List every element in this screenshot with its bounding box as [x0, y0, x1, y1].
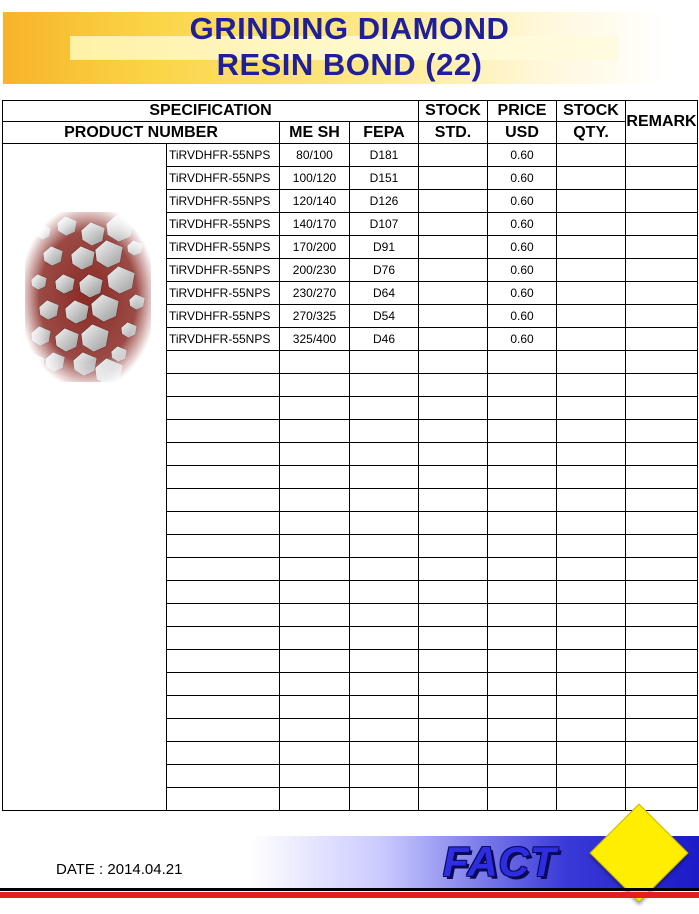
footer-rule-black: [0, 888, 699, 891]
cell-mesh: [280, 581, 350, 604]
cell-mesh: [280, 765, 350, 788]
cell-std: [419, 604, 488, 627]
cell-price: 0.60: [488, 305, 557, 328]
cell-product: [167, 742, 280, 765]
cell-mesh: [280, 742, 350, 765]
cell-price: [488, 512, 557, 535]
cell-price: 0.60: [488, 167, 557, 190]
header-mesh: ME SH: [280, 122, 350, 144]
cell-qty: [557, 535, 626, 558]
cell-remark: [626, 604, 698, 627]
cell-std: [419, 535, 488, 558]
cell-remark: [626, 558, 698, 581]
cell-fepa: [350, 351, 419, 374]
cell-fepa: [350, 512, 419, 535]
cell-product: TiRVDHFR-55NPS: [167, 190, 280, 213]
cell-product: [167, 696, 280, 719]
cell-mesh: 325/400: [280, 328, 350, 351]
cell-mesh: [280, 420, 350, 443]
cell-price: [488, 765, 557, 788]
cell-std: [419, 719, 488, 742]
cell-remark: [626, 420, 698, 443]
cell-qty: [557, 719, 626, 742]
cell-product: [167, 374, 280, 397]
cell-mesh: [280, 696, 350, 719]
cell-price: 0.60: [488, 144, 557, 167]
cell-product: [167, 397, 280, 420]
cell-product: TiRVDHFR-55NPS: [167, 305, 280, 328]
cell-std: [419, 489, 488, 512]
cell-remark: [626, 512, 698, 535]
header-remark: REMARK: [626, 101, 698, 144]
cell-std: [419, 788, 488, 811]
footer-rule-red: [0, 892, 699, 898]
cell-fepa: D64: [350, 282, 419, 305]
cell-remark: [626, 374, 698, 397]
cell-qty: [557, 305, 626, 328]
cell-fepa: [350, 673, 419, 696]
cell-mesh: [280, 719, 350, 742]
cell-remark: [626, 351, 698, 374]
cell-price: [488, 581, 557, 604]
cell-mesh: [280, 535, 350, 558]
cell-qty: [557, 167, 626, 190]
cell-std: [419, 144, 488, 167]
cell-mesh: 200/230: [280, 259, 350, 282]
cell-fepa: [350, 650, 419, 673]
cell-product: [167, 581, 280, 604]
cell-qty: [557, 581, 626, 604]
cell-std: [419, 627, 488, 650]
cell-product: [167, 351, 280, 374]
cell-qty: [557, 466, 626, 489]
cell-remark: [626, 282, 698, 305]
cell-qty: [557, 489, 626, 512]
cell-mesh: 140/170: [280, 213, 350, 236]
cell-qty: [557, 190, 626, 213]
cell-mesh: [280, 788, 350, 811]
cell-product: [167, 765, 280, 788]
cell-product: [167, 650, 280, 673]
specification-table: [2, 100, 698, 811]
cell-qty: [557, 443, 626, 466]
cell-remark: [626, 167, 698, 190]
cell-fepa: D46: [350, 328, 419, 351]
date-label: DATE : 2014.04.21: [56, 861, 183, 878]
cell-fepa: [350, 535, 419, 558]
header-price-top: PRICE: [488, 101, 557, 122]
cell-qty: [557, 144, 626, 167]
cell-std: [419, 650, 488, 673]
cell-fepa: [350, 420, 419, 443]
cell-fepa: [350, 489, 419, 512]
cell-fepa: [350, 742, 419, 765]
cell-fepa: [350, 397, 419, 420]
cell-fepa: D151: [350, 167, 419, 190]
cell-price: [488, 489, 557, 512]
cell-remark: [626, 581, 698, 604]
cell-price: [488, 696, 557, 719]
cell-fepa: D126: [350, 190, 419, 213]
cell-price: [488, 742, 557, 765]
cell-product: [167, 788, 280, 811]
cell-mesh: 230/270: [280, 282, 350, 305]
cell-price: [488, 627, 557, 650]
cell-product: [167, 420, 280, 443]
cell-product: TiRVDHFR-55NPS: [167, 282, 280, 305]
cell-fepa: [350, 443, 419, 466]
cell-std: [419, 397, 488, 420]
cell-qty: [557, 236, 626, 259]
cell-price: [488, 788, 557, 811]
cell-fepa: [350, 627, 419, 650]
cell-fepa: [350, 558, 419, 581]
cell-fepa: [350, 581, 419, 604]
table-row: [3, 144, 698, 167]
header-stock-qty-top: STOCK: [557, 101, 626, 122]
cell-std: [419, 512, 488, 535]
cell-qty: [557, 328, 626, 351]
cell-std: [419, 282, 488, 305]
cell-qty: [557, 604, 626, 627]
cell-std: [419, 167, 488, 190]
cell-remark: [626, 650, 698, 673]
cell-price: [488, 466, 557, 489]
cell-qty: [557, 627, 626, 650]
cell-price: [488, 397, 557, 420]
cell-fepa: [350, 788, 419, 811]
table-body: [3, 144, 698, 811]
cell-qty: [557, 213, 626, 236]
cell-remark: [626, 144, 698, 167]
cell-price: 0.60: [488, 328, 557, 351]
cell-price: [488, 719, 557, 742]
cell-fepa: [350, 374, 419, 397]
page-title-line2: RESIN BOND (22): [216, 47, 483, 82]
cell-mesh: [280, 650, 350, 673]
cell-price: [488, 443, 557, 466]
cell-fepa: D76: [350, 259, 419, 282]
cell-qty: [557, 788, 626, 811]
cell-mesh: [280, 351, 350, 374]
cell-remark: [626, 696, 698, 719]
cell-std: [419, 581, 488, 604]
cell-product: TiRVDHFR-55NPS: [167, 328, 280, 351]
cell-remark: [626, 328, 698, 351]
cell-mesh: 100/120: [280, 167, 350, 190]
cell-fepa: [350, 466, 419, 489]
cell-remark: [626, 236, 698, 259]
cell-fepa: D107: [350, 213, 419, 236]
cell-product: [167, 673, 280, 696]
cell-product: [167, 558, 280, 581]
cell-std: [419, 466, 488, 489]
cell-std: [419, 420, 488, 443]
cell-price: 0.60: [488, 282, 557, 305]
cell-qty: [557, 282, 626, 305]
cell-std: [419, 305, 488, 328]
cell-remark: [626, 213, 698, 236]
cell-product: TiRVDHFR-55NPS: [167, 167, 280, 190]
cell-fepa: [350, 765, 419, 788]
cell-mesh: [280, 673, 350, 696]
cell-mesh: [280, 489, 350, 512]
cell-price: 0.60: [488, 190, 557, 213]
cell-mesh: 270/325: [280, 305, 350, 328]
cell-fepa: D181: [350, 144, 419, 167]
cell-qty: [557, 420, 626, 443]
cell-qty: [557, 765, 626, 788]
cell-std: [419, 558, 488, 581]
cell-product: [167, 627, 280, 650]
cell-mesh: [280, 443, 350, 466]
cell-remark: [626, 673, 698, 696]
cell-qty: [557, 673, 626, 696]
cell-remark: [626, 305, 698, 328]
cell-std: [419, 328, 488, 351]
cell-product: TiRVDHFR-55NPS: [167, 144, 280, 167]
cell-price: [488, 374, 557, 397]
cell-std: [419, 765, 488, 788]
header-stock-std-top: STOCK: [419, 101, 488, 122]
cell-price: [488, 420, 557, 443]
cell-fepa: [350, 719, 419, 742]
cell-remark: [626, 742, 698, 765]
cell-std: [419, 236, 488, 259]
cell-price: [488, 535, 557, 558]
cell-qty: [557, 259, 626, 282]
cell-remark: [626, 719, 698, 742]
cell-qty: [557, 397, 626, 420]
cell-price: 0.60: [488, 259, 557, 282]
cell-std: [419, 742, 488, 765]
cell-qty: [557, 650, 626, 673]
cell-price: [488, 558, 557, 581]
header-specification: SPECIFICATION: [3, 101, 419, 122]
cell-qty: [557, 696, 626, 719]
cell-mesh: 120/140: [280, 190, 350, 213]
cell-product: [167, 604, 280, 627]
cell-std: [419, 374, 488, 397]
cell-mesh: 80/100: [280, 144, 350, 167]
cell-std: [419, 443, 488, 466]
cell-product: [167, 466, 280, 489]
cell-qty: [557, 351, 626, 374]
cell-mesh: [280, 627, 350, 650]
cell-fepa: D91: [350, 236, 419, 259]
cell-product: [167, 512, 280, 535]
cell-std: [419, 259, 488, 282]
cell-price: [488, 650, 557, 673]
cell-remark: [626, 627, 698, 650]
cell-qty: [557, 374, 626, 397]
cell-fepa: [350, 696, 419, 719]
cell-product: [167, 443, 280, 466]
cell-remark: [626, 397, 698, 420]
cell-mesh: [280, 558, 350, 581]
cell-product: TiRVDHFR-55NPS: [167, 236, 280, 259]
cell-std: [419, 213, 488, 236]
cell-std: [419, 351, 488, 374]
product-image-cell: [3, 144, 167, 811]
cell-remark: [626, 190, 698, 213]
cell-qty: [557, 558, 626, 581]
cell-qty: [557, 742, 626, 765]
cell-remark: [626, 259, 698, 282]
cell-price: [488, 673, 557, 696]
cell-remark: [626, 466, 698, 489]
cell-remark: [626, 765, 698, 788]
cell-qty: [557, 512, 626, 535]
cell-price: 0.60: [488, 236, 557, 259]
cell-product: [167, 535, 280, 558]
cell-mesh: [280, 512, 350, 535]
header-price-bottom: USD: [488, 122, 557, 144]
cell-product: TiRVDHFR-55NPS: [167, 259, 280, 282]
cell-std: [419, 190, 488, 213]
cell-fepa: D54: [350, 305, 419, 328]
header-product-number: PRODUCT NUMBER: [3, 122, 280, 144]
cell-std: [419, 696, 488, 719]
cell-mesh: [280, 374, 350, 397]
cell-mesh: [280, 397, 350, 420]
page-title-line1: GRINDING DIAMOND: [189, 11, 510, 46]
header-fepa: FEPA: [350, 122, 419, 144]
cell-mesh: [280, 466, 350, 489]
cell-mesh: 170/200: [280, 236, 350, 259]
cell-product: [167, 489, 280, 512]
cell-std: [419, 673, 488, 696]
cell-price: [488, 351, 557, 374]
cell-remark: [626, 489, 698, 512]
cell-remark: [626, 443, 698, 466]
cell-mesh: [280, 604, 350, 627]
cell-fepa: [350, 604, 419, 627]
header-stock-qty-bottom: QTY.: [557, 122, 626, 144]
cell-price: [488, 604, 557, 627]
cell-product: TiRVDHFR-55NPS: [167, 213, 280, 236]
cell-remark: [626, 535, 698, 558]
fact-logo: FACT: [443, 838, 557, 885]
diamond-grit-photo-icon: [25, 212, 151, 382]
cell-product: [167, 719, 280, 742]
header-stock-std-bottom: STD.: [419, 122, 488, 144]
cell-price: 0.60: [488, 213, 557, 236]
